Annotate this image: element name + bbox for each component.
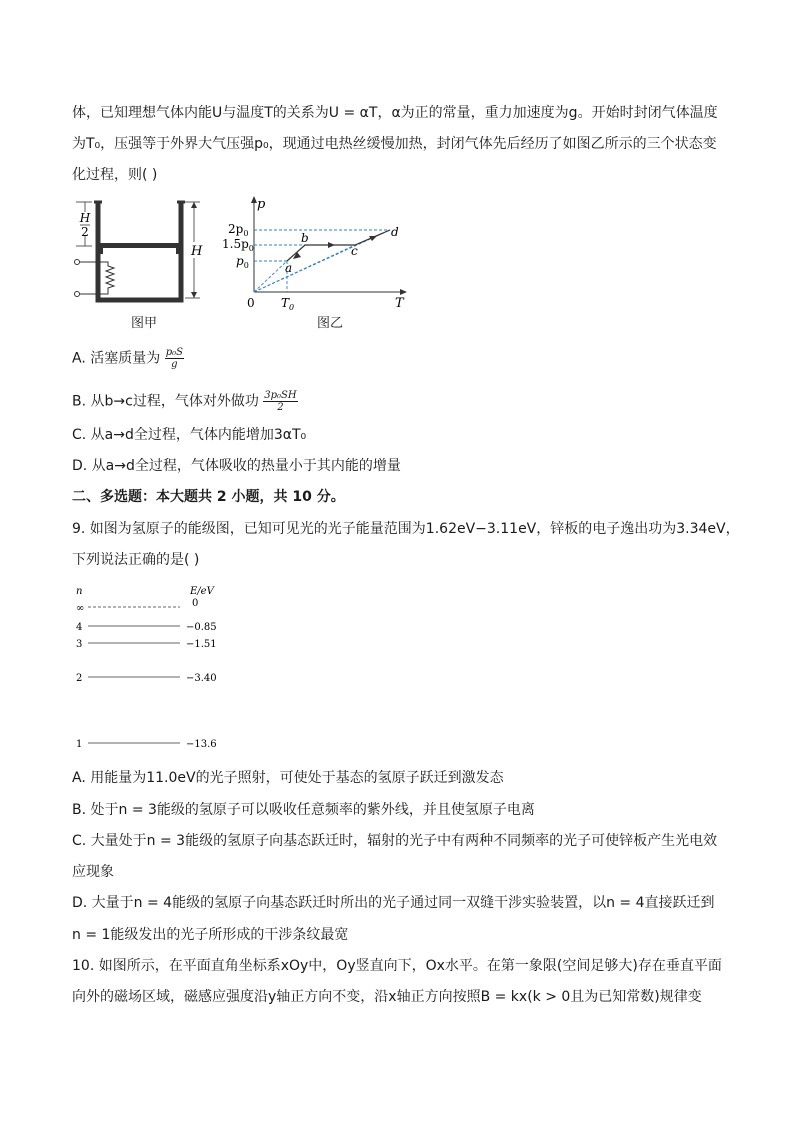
energy-e-label: E/eV <box>190 586 214 597</box>
section-header: 二、多选题：本大题共 2 小题，共 10 分。 <box>72 489 345 505</box>
option-a-num: p₀S <box>165 347 183 358</box>
option-c: C. 从a→d全过程，气体内能增加3αT₀ <box>72 427 307 443</box>
axis-t-label: T <box>395 296 404 311</box>
option-b-frac <box>263 390 297 413</box>
option-a <box>72 347 722 370</box>
option-a-frac <box>165 347 184 370</box>
q10-line-1: 10. 如图所示，在平面直角坐标系xOy中，Oy竖直向下，Ox水平。在第一象限(空间足够大)存在垂直平面 <box>72 958 722 974</box>
energy-level-value-0: 0 <box>192 598 199 609</box>
h-half-den: 2 <box>81 225 89 239</box>
q9-option-c-line-1: C. 大量处于n = 3能级的氢原子向基态跃迁时，辐射的光子中有两种不同频率的光子可使锌板产生光电效 <box>72 833 718 849</box>
option-b <box>72 390 722 413</box>
q10-line-2: 向外的磁场区域，磁感应强度沿y轴正方向不变，沿x轴正方向按照B = kx(k > 0且为已知常数)规律变 <box>72 989 702 1005</box>
q9-option-d-line-1: D. 大量于n = 4能级的氢原子向基态跃迁时所出的光子通过同一双缝干涉实验装置，以n = 4直接跃迁到 <box>72 895 715 911</box>
tick-2p0 <box>228 222 248 238</box>
figure-yi <box>222 192 415 312</box>
q9-option-d-line-2: n = 1能级发出的光子所形成的干涉条纹最宽 <box>72 927 349 943</box>
energy-level-n-4: 1 <box>76 739 83 750</box>
tick-2p0-sub: 0 <box>243 229 249 238</box>
intro-line-2: 为T₀，压强等于外界大气压强p₀，现通过电热丝缓慢加热，封闭气体先后经历了如图乙所示的三个状态变 <box>72 136 717 152</box>
tick-p0-sub: 0 <box>243 261 249 270</box>
axis-p-label: p <box>257 197 266 212</box>
point-b: b <box>301 231 309 245</box>
option-b-num: 3p₀SH <box>264 390 297 401</box>
energy-level-value-1: −0.85 <box>186 622 217 633</box>
option-b-text: B. 从b→c过程，气体对外做功 <box>72 393 259 410</box>
q9-option-a: A. 用能量为11.0eV的光子照射，可使处于基态的氢原子跃迁到激发态 <box>72 770 504 786</box>
h-full-label: H <box>191 244 203 259</box>
t0-label <box>281 296 294 312</box>
energy-level-value-2: −1.51 <box>186 639 217 650</box>
h-half-num: H <box>79 211 91 225</box>
tick-p0 <box>236 254 249 270</box>
point-c: c <box>351 244 358 258</box>
tick-2p0-pre: 2p <box>228 222 244 236</box>
point-a: a <box>285 261 293 275</box>
q9-option-b: B. 处于n = 3能级的氢原子可以吸收任意频率的紫外线，并且使氢原子电离 <box>72 802 535 818</box>
piston <box>100 243 179 248</box>
energy-n-label: n <box>76 586 83 597</box>
figure-yi-caption: 图乙 <box>317 316 344 331</box>
energy-level-n-3: 2 <box>76 673 83 684</box>
tick-1-5p0 <box>222 237 254 253</box>
figure-jia <box>70 192 220 332</box>
origin-label: 0 <box>247 296 255 310</box>
intro-line-1: 体，已知理想气体内能U与温度T的关系为U = αT，α为正的常量，重力加速度为g。开始时封闭气体温度 <box>72 105 718 121</box>
option-d: D. 从a→d全过程，气体吸收的热量小于其内能的增量 <box>72 458 401 474</box>
energy-level-n-1: 4 <box>76 622 83 633</box>
t0-sub: 0 <box>289 303 295 312</box>
energy-level-value-3: −3.40 <box>186 673 217 684</box>
tick-1-5p0-sub: 0 <box>248 244 254 253</box>
tick-1-5p0-pre: 1.5p <box>222 237 249 251</box>
option-a-den: g <box>171 359 178 370</box>
cylinder-wall <box>98 202 181 300</box>
energy-level-diagram <box>70 580 240 755</box>
option-b-den: 2 <box>277 402 284 413</box>
q9-option-c-line-2: 应现象 <box>72 864 114 880</box>
q9-line-1: 9. 如图为氢原子的能级图，已知可见光的光子能量范围为1.62eV−3.11eV，锌板的电子逸出功为3.34eV， <box>72 521 740 537</box>
figure-jia-caption: 图甲 <box>131 316 158 331</box>
point-d: d <box>391 225 399 239</box>
q9-line-2: 下列说法正确的是( ) <box>72 552 200 568</box>
energy-level-n-0: ∞ <box>76 603 85 614</box>
energy-level-n-2: 3 <box>76 639 83 650</box>
t0-pre: T <box>281 296 290 310</box>
energy-level-value-4: −13.6 <box>186 739 217 750</box>
option-a-text: A. 活塞质量为 <box>72 350 161 367</box>
tick-p0-pre: p <box>236 254 244 268</box>
intro-line-3: 化过程，则( ) <box>72 167 158 183</box>
